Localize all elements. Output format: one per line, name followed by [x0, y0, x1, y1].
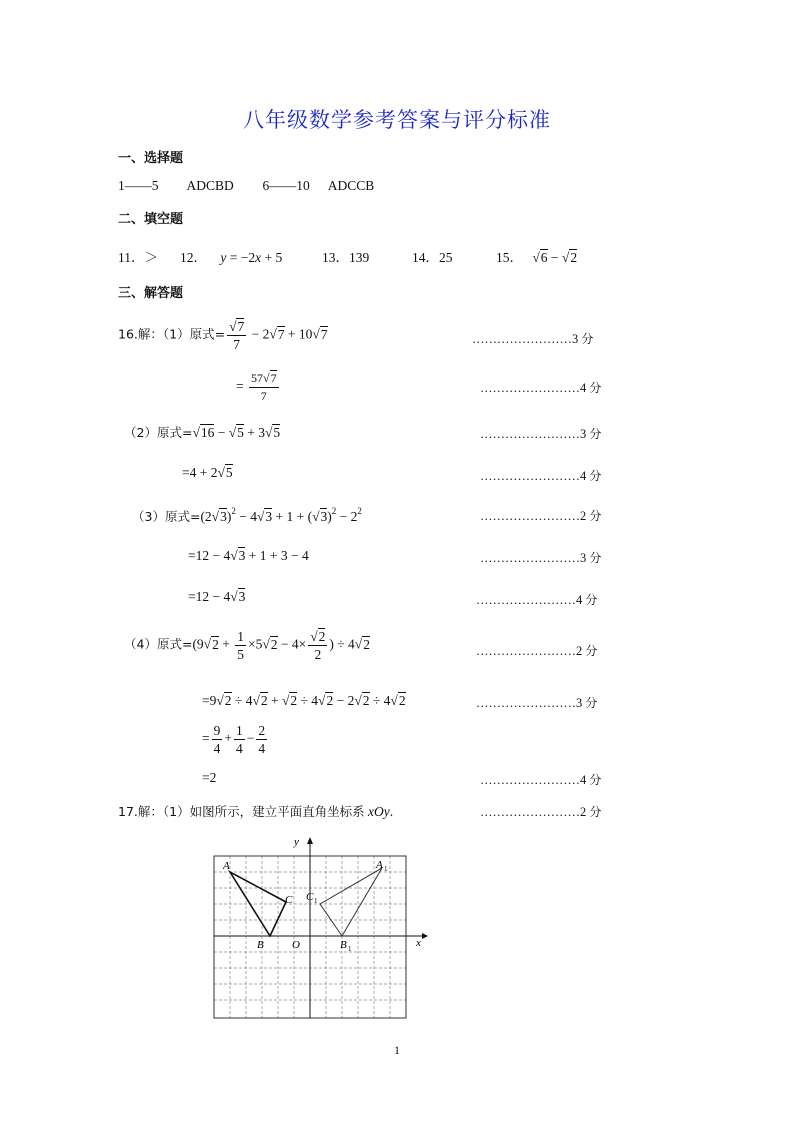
score-q16-1b: ……………………4 分 [480, 381, 602, 395]
label-a1-sub: 1 [384, 865, 388, 873]
label-c: C [285, 894, 293, 906]
score-q16-2b: ……………………4 分 [480, 469, 602, 483]
q16-3-label: （3）原式= [132, 509, 201, 524]
fill-q11: 11．＞ [118, 250, 158, 265]
q17-line1: 17.解：（1）如图所示，建立平面直角坐标系 xOy. [118, 804, 394, 819]
section-heading-fill: 二、填空题 [118, 212, 184, 227]
label-a1: A [376, 859, 383, 871]
score-q16-4b: ……………………3 分 [476, 696, 598, 710]
page-title: 八年级数学参考答案与评分标准 [243, 108, 551, 132]
q16-3-line2: =12 − 4√3 + 1 + 3 − 4 [188, 548, 309, 563]
fill-q15-label: 15． [496, 250, 523, 265]
q16-1-line2: = $\frac{57√7}{7}$ [236, 371, 277, 403]
q16-2-line2: =4 + 2√5 [182, 465, 233, 480]
q16-1-line1: 16.解：（1）原式= $\frac{√7}{7}$ − 2√7 + 10√7 [118, 319, 328, 352]
score-q16-4c: ……………………4 分 [480, 773, 602, 787]
q16-3-line3: =12 − 4√3 [188, 589, 246, 604]
label-b1-sub: 1 [348, 945, 352, 953]
fill-q13: 13．139 [322, 250, 370, 265]
q17-text: 17.解：（1）如图所示，建立平面直角坐标系 [118, 804, 365, 819]
label-origin: O [292, 939, 300, 951]
triangle-a1b1c1 [320, 868, 382, 936]
section-heading-solve: 三、解答题 [118, 286, 184, 301]
score-q16-3c: ……………………4 分 [476, 593, 598, 607]
answers-6-10: ADCCB [327, 178, 375, 193]
range-6-10: 6——10 [262, 178, 310, 193]
q16-4-line3: = $\frac{9}{4}$ + $\frac{1}{4}$ − $\frac{2}{4}$ [202, 723, 266, 756]
score-q16-3b: ……………………3 分 [480, 551, 602, 565]
label-c1: C [306, 891, 314, 903]
page-number: 1 [394, 1043, 400, 1057]
answers-1-5: ADCBD [186, 178, 234, 193]
q16-3-line1: （3）原式$=(2√3)^2 - 4√3 + 1 + (√3)^2 - 2^2$ [132, 506, 362, 524]
q16-4-label: （4）原式= [124, 636, 193, 652]
section-heading-choice: 一、选择题 [118, 151, 184, 166]
y-axis-arrow [307, 837, 313, 844]
label-a: A [223, 860, 230, 872]
q16-4-line4: =2 [202, 770, 217, 785]
score-q16-4a: ……………………2 分 [476, 644, 598, 658]
fill-q14: 14．25 [412, 250, 453, 265]
score-q16-3a: ……………………2 分 [480, 509, 602, 523]
q16-2-line1: （2）原式=√16 − √5 + 3√5 [124, 425, 281, 440]
coordinate-figure [196, 832, 436, 1028]
fill-q12: 12． y = −2x + 5 [180, 250, 283, 265]
label-c1-sub: 1 [314, 897, 318, 905]
fill-q15: 15． √6 − √2 [496, 250, 578, 265]
q16-2-label: （2）原式= [124, 425, 193, 440]
range-1-5: 1——5 [118, 178, 159, 193]
label-y: y [294, 836, 299, 848]
score-q16-1a: ……………………3 分 [472, 332, 594, 346]
q17-xoy: xOy [367, 804, 390, 819]
label-x: x [416, 937, 421, 949]
choice-answers-line [118, 178, 374, 194]
q16-4-line2: =9√2 ÷ 4√2 + √2 ÷ 4√2 − 2√2 ÷ 4√2 [202, 693, 406, 708]
fill-q12-label: 12． [180, 250, 207, 265]
q16-4-line1: （4）原式=(9√2 + $\frac{1}{5}$ ×5√2 − 4× $\frac{√2}{2}$ ) ÷ 4√2 [124, 629, 370, 662]
score-q16-2a: ……………………3 分 [480, 427, 602, 441]
label-b: B [257, 939, 264, 951]
triangle-abc [230, 872, 286, 936]
score-q17-1: ……………………2 分 [480, 805, 602, 819]
q16-label: 16.解：（1）原式= [118, 326, 226, 342]
label-b1: B [340, 939, 347, 951]
x-axis-arrow [422, 933, 428, 939]
